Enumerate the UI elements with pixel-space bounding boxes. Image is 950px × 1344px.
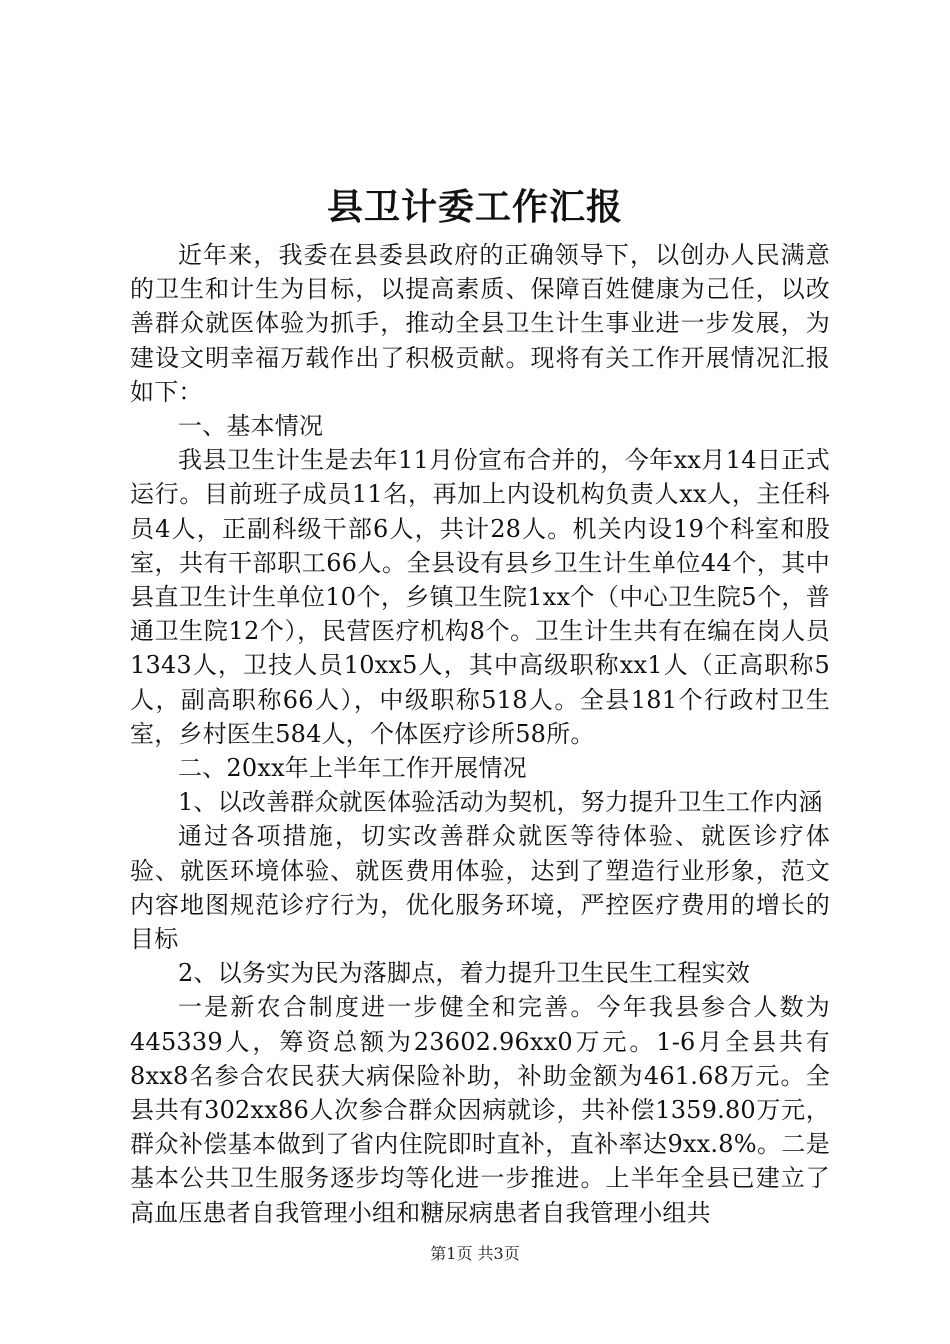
subsection-heading-1: 1、以改善群众就医体验活动为契机，努力提升卫生工作内涵 (178, 788, 823, 817)
document-title: 县卫计委工作汇报 (326, 186, 623, 228)
paragraph-subsection-2: 一是新农合制度进一步健全和完善。今年我县参合人数为445339人，筹资总额为23602.96xx0万元。1-6月全县共有8xx8名参合农民获大病保险补助，补助金额为461.68万元。全县共有302xx86人次参合群众因病就诊，共补偿1359.80万元，群众补偿基本做到了省内住院即时直补，直补率达9xx.8%。二是基本公共卫生服务逐步均等化进一步推进。上半年全县已建立了高血压患者自我管理小组和糖尿病患者自我管理小组共 (130, 993, 830, 1227)
paragraph-basic-situation: 我县卫生计生是去年11月份宣布合并的，今年xx月14日正式运行。目前班子成员11名，再加上内设机构负责人xx人，主任科员4人，正副科级干部6人，共计28人。机关内设19个科室和股室，共有干部职工66人。全县设有县乡卫生计生单位44个，其中县直卫生计生单位10个，乡镇卫生院1xx个（中心卫生院5个，普通卫生院12个），民营医疗机构8个。卫生计生共有在编在岗人员1343人，卫技人员10xx5人，其中高级职称xx1人（正高职称5人，副高职称66人），中级职称518人。全县181个行政村卫生室，乡村医生584人，个体医疗诊所58所。 (130, 446, 830, 748)
subsection-heading-2: 2、以务实为民为落脚点，着力提升卫生民生工程实效 (178, 959, 751, 988)
document-body (130, 238, 830, 1230)
section-heading-work-progress: 二、20xx年上半年工作开展情况 (178, 754, 527, 783)
paragraph-intro: 近年来，我委在县委县政府的正确领导下，以创办人民满意的卫生和计生为目标，以提高素质、保障百姓健康为己任，以改善群众就医体验为抓手，推动全县卫生计生事业进一步发展，为建设文明幸福万载作出了积极贡献。现将有关工作开展情况汇报如下： (130, 241, 830, 406)
page-footer: 第1页 共3页 (430, 1244, 520, 1263)
section-heading-basic-situation: 一、基本情况 (178, 412, 324, 441)
paragraph-subsection-1: 通过各项措施，切实改善群众就医等待体验、就医诊疗体验、就医环境体验、就医费用体验，达到了塑造行业形象，范文内容地图规范诊疗行为，优化服务环境，严控医疗费用的增长的目标 (130, 822, 830, 954)
